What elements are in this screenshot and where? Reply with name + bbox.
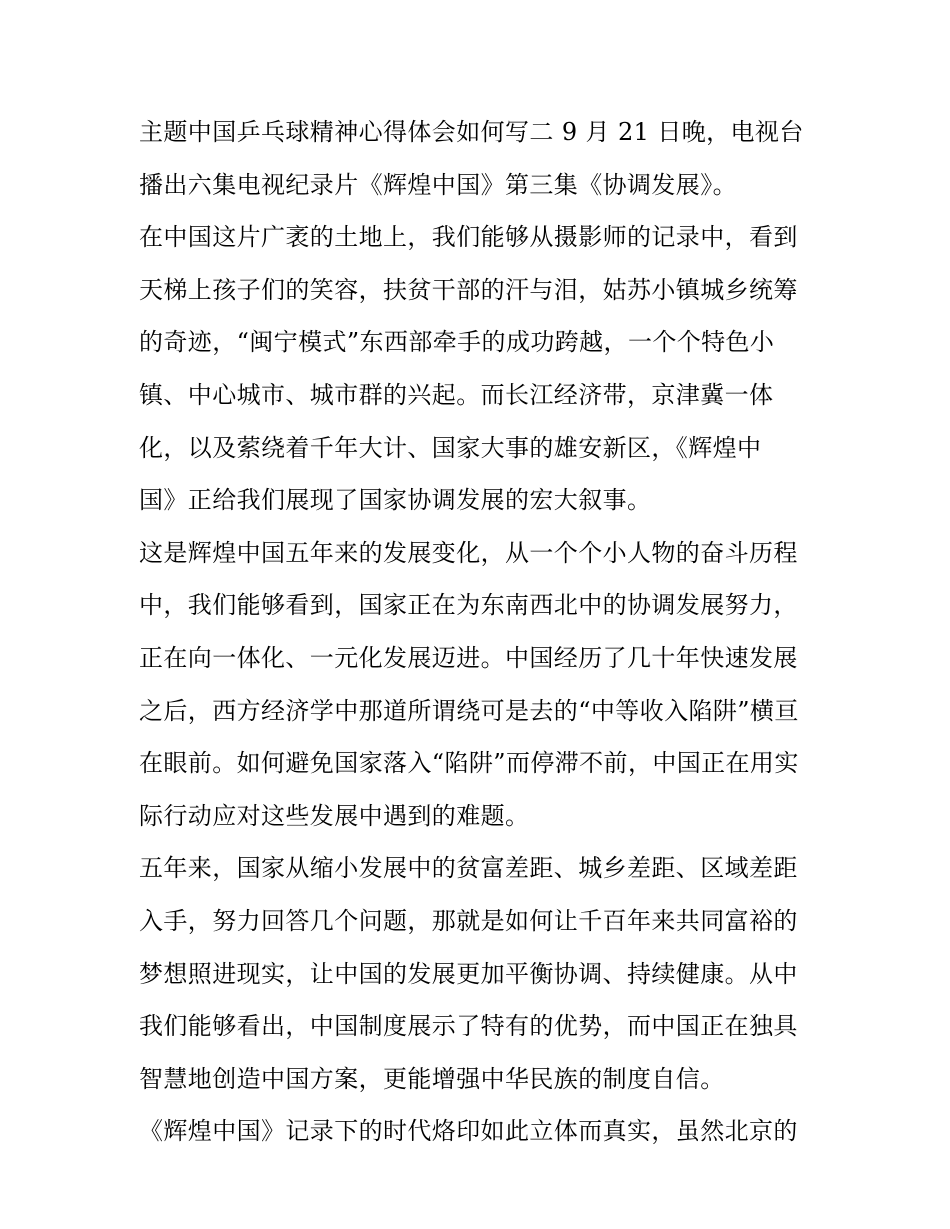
document-body xyxy=(139,106,819,1158)
paragraph-line: 化，以及萦绕着千年大计、国家大事的雄安新区，《辉煌中 xyxy=(139,433,762,462)
paragraph-3 xyxy=(139,527,819,843)
paragraph-line: 主题中国乒乓球精神心得体会如何写二 9 月 21 日晚，电视台 xyxy=(139,118,804,146)
paragraph-line: 梦想照进现实，让中国的发展更加平衡协调、持续健康。从中 xyxy=(139,959,798,988)
paragraph-5 xyxy=(139,1105,819,1158)
paragraph-line: 中，我们能够看到，国家正在为东南西北中的协调发展努力， xyxy=(139,591,798,620)
paragraph-1 xyxy=(139,106,819,211)
paragraph-line: 播出六集电视纪录片《辉煌中国》第三集《协调发展》。 xyxy=(139,170,737,199)
paragraph-line: 《辉煌中国》记录下的时代烙印如此立体而真实，虽然北京的 xyxy=(139,1117,798,1146)
paragraph-line: 这是辉煌中国五年来的发展变化，从一个个小人物的奋斗历程 xyxy=(139,538,798,567)
paragraph-4 xyxy=(139,842,819,1105)
paragraph-2 xyxy=(139,211,819,527)
paragraph-line: 五年来，国家从缩小发展中的贫富差距、城乡差距、区域差距 xyxy=(139,854,798,883)
paragraph-line: 在眼前。如何避免国家落入“陷阱”而停滞不前，中国正在用实 xyxy=(139,749,799,778)
paragraph-line: 国》正给我们展现了国家协调发展的宏大叙事。 xyxy=(139,486,652,515)
paragraph-line: 天梯上孩子们的笑容，扶贫干部的汗与泪，姑苏小镇城乡统筹 xyxy=(139,275,798,304)
paragraph-line: 际行动应对这些发展中遇到的难题。 xyxy=(139,801,530,830)
paragraph-line: 之后，西方经济学中那道所谓绕可是去的“中等收入陷阱”横亘 xyxy=(139,696,799,725)
paragraph-line: 的奇迹，“闽宁模式”东西部牵手的成功跨越，一个个特色小 xyxy=(139,328,775,357)
paragraph-line: 正在向一体化、一元化发展迈进。中国经历了几十年快速发展 xyxy=(139,643,798,672)
paragraph-line: 镇、中心城市、城市群的兴起。而长江经济带，京津冀一体 xyxy=(139,380,774,409)
paragraph-line: 在中国这片广袤的土地上，我们能够从摄影师的记录中，看到 xyxy=(139,223,798,252)
paragraph-line: 入手，努力回答几个问题，那就是如何让千百年来共同富裕的 xyxy=(139,906,798,935)
paragraph-line: 我们能够看出，中国制度展示了特有的优势，而中国正在独具 xyxy=(139,1012,798,1041)
paragraph-line: 智慧地创造中国方案，更能增强中华民族的制度自信。 xyxy=(139,1064,725,1093)
